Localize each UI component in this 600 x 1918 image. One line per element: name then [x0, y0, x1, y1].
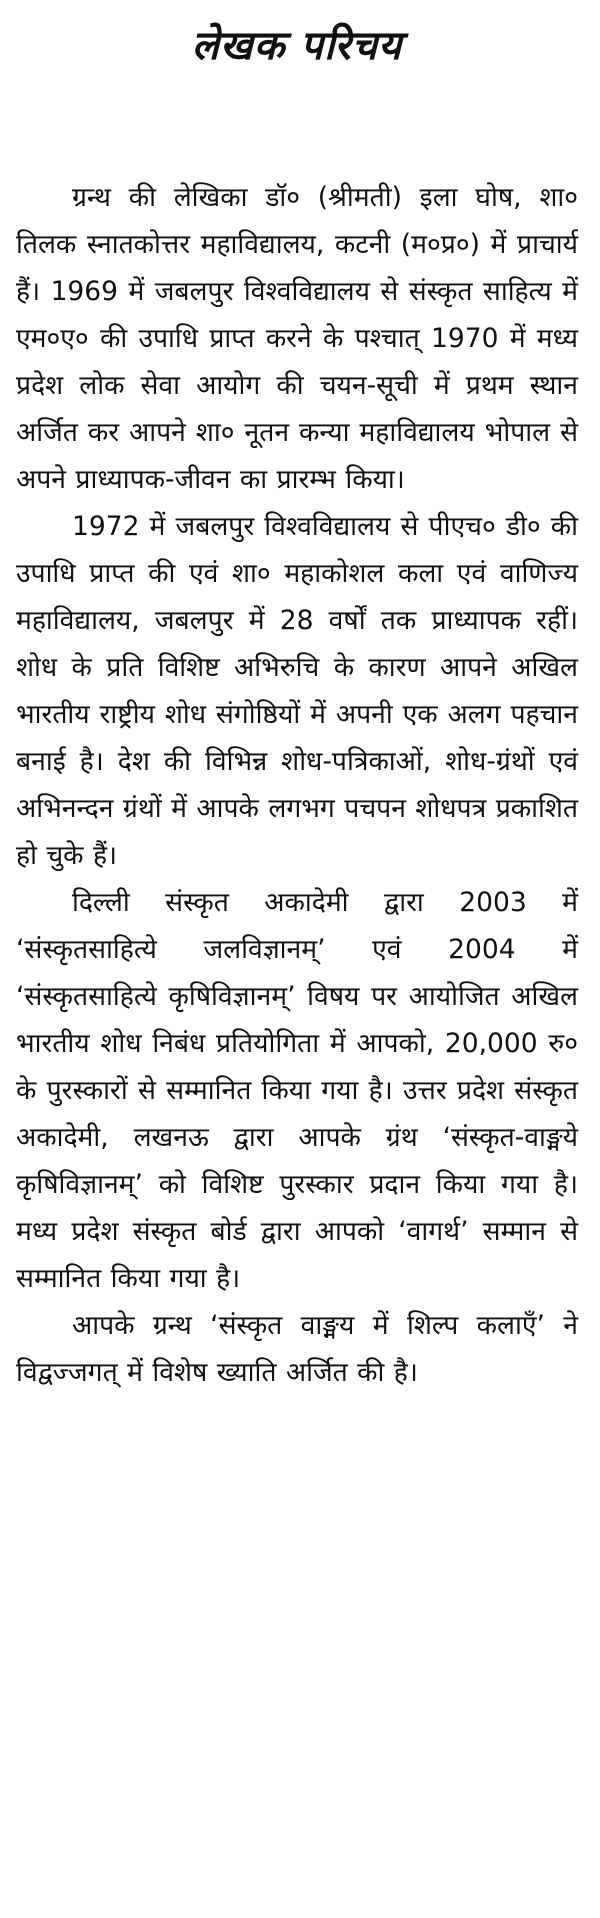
- paragraph-fame: आपके ग्रन्थ ‘संस्कृत वाङ्मय में शिल्प कलाएँ’ ने विद्वज्जगत् में विशेष ख्याति अर्जित की है।: [16, 1310, 578, 1388]
- paragraph-awards: दिल्ली संस्कृत अकादेमी द्वारा 2003 में ‘संस्कृतसाहित्ये जलविज्ञानम्’ एवं 2004 में ‘संस्कृतसाहित्ये कृषिविज्ञानम्’ विषय पर आयोजित अखिल भारतीय शोध निबंध प्रतियोगिता में आपको, 20,000 रु० के पुरस्कारों से सम्मानित किया गया है। उत्तर प्रदेश संस्कृत अकादेमी, लखनऊ द्वारा आपके ग्रंथ ‘संस्कृत-वाङ्मये कृषिविज्ञानम्’ को विशिष्ट पुरस्कार प्रदान किया गया है। मध्य प्रदेश संस्कृत बोर्ड द्वारा आपको ‘वागर्थ’ सम्मान से सम्मानित किया गया है।: [16, 887, 578, 1294]
- page-title: लेखक परिचय: [191, 23, 403, 69]
- author-bio: [16, 174, 578, 1396]
- paragraph-phd-research: 1972 में जबलपुर विश्वविद्यालय से पीएच० डी० की उपाधि प्राप्त की एवं शा० महाकोशल कला एवं वाणिज्य महाविद्यालय, जबलपुर में 28 वर्षों तक प्राध्यापक रहीं। शोध के प्रति विशिष्ट अभिरुचि के कारण आपने अखिल भारतीय राष्ट्रीय शोध संगोष्ठियों में अपनी एक अलग पहचान बनाई है। देश की विभिन्न शोध-पत्रिकाओं, शोध-ग्रंथों एवं अभिनन्दन ग्रंथों में आपके लगभग पचपन शोधपत्र प्रकाशित हो चुके हैं।: [16, 511, 578, 871]
- paragraph-career-start: ग्रन्थ की लेखिका डॉ० (श्रीमती) इला घोष, शा० तिलक स्नातकोत्तर महाविद्यालय, कटनी (म०प्र०) में प्राचार्य हैं। 1969 में जबलपुर विश्वविद्यालय से संस्कृत साहित्य में एम०ए० की उपाधि प्राप्त करने के पश्चात् 1970 में मध्य प्रदेश लोक सेवा आयोग की चयन-सूची में प्रथम स्थान अर्जित कर आपने शा० नूतन कन्या महाविद्यालय भोपाल से अपने प्राध्यापक-जीवन का प्रारम्भ किया।: [16, 182, 578, 495]
